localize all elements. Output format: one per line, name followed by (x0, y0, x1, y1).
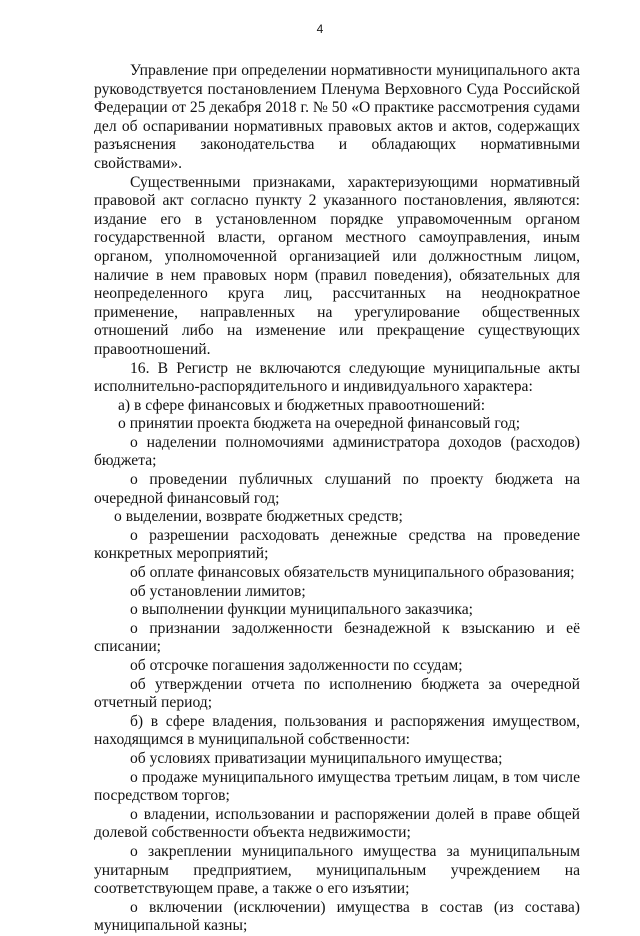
list-item: об установлении лимитов; (130, 582, 306, 600)
document-body (94, 62, 580, 936)
list-item: о закреплении муниципального имущества за муниципальным унитарным предприятием, муниципальным учреждением на соответствующем праве, а также о его изъятии; (94, 842, 580, 898)
paragraph-intro: Управление при определении нормативности муниципального акта руководствуется постановлением Пленума Верховного Суда Российской Федерации от 25 декабря 2018 г. № 50 «О практике рассмотрения судами дел об оспаривании нормативных правовых актов и актов, содержащих разъяснения законодательства и обладающих нормативными свойствами». (94, 62, 580, 172)
list-item: о наделении полномочиями администратора доходов (расходов) бюджета; (94, 433, 580, 470)
list-item: о разрешении расходовать денежные средства на проведение конкретных мероприятий; (94, 526, 580, 563)
list-item: об условиях приватизации муниципального имущества; (130, 749, 503, 767)
list-item: о признании задолженности безнадежной к взысканию и её списании; (94, 619, 580, 656)
subsection-a-heading: а) в сфере финансовых и бюджетных правоотношений: (118, 396, 486, 414)
list-item: о включении (исключении) имущества в состав (из состава) муниципальной казны; (94, 898, 580, 935)
list-item: об оплате финансовых обязательств муниципального образования; (130, 564, 575, 582)
list-item: о проведении публичных слушаний по проекту бюджета на очередной финансовый год; (94, 471, 580, 507)
list-item: о продаже муниципального имущества третьим лицам, в том числе посредством торгов; (94, 768, 580, 805)
page-number: 4 (316, 22, 324, 36)
list-item: о владении, использовании и распоряжении долей в праве общей долевой собственности объекта недвижимости; (94, 805, 580, 842)
list-item: об отсрочке погашения задолженности по ссудам; (130, 657, 463, 674)
subsection-b-heading: б) в сфере владения, пользования и распоряжения имуществом, находящимся в муниципальной собственности: (94, 712, 580, 749)
list-item: о выполнении функции муниципального заказчика; (130, 601, 473, 619)
list-item: о выделении, возврате бюджетных средств; (114, 508, 403, 526)
paragraph-criteria: Существенными признаками, характеризующими нормативный правовой акт согласно пункту 2 указанного постановления, являются: издание его в установленном порядке управомоченным органом государственной власти, органом местного самоуправления, иным органом, уполномоченной организацией или должностным лицом, наличие в нем правовых норм (правил поведения), обязательных для неопределенного круга лиц, рассчитанных на неоднократное применение, направленных на урегулирование общественных отношений либо на изменение или прекращение существующих правоотношений. (94, 173, 580, 358)
paragraph-clause-16: 16. В Регистр не включаются следующие муниципальные акты исполнительно-распорядительного и индивидуального характера: (94, 359, 580, 396)
list-item: об утверждении отчета по исполнению бюджета за очередной отчетный период; (94, 675, 580, 712)
list-item: о принятии проекта бюджета на очередной финансовый год; (118, 415, 521, 433)
